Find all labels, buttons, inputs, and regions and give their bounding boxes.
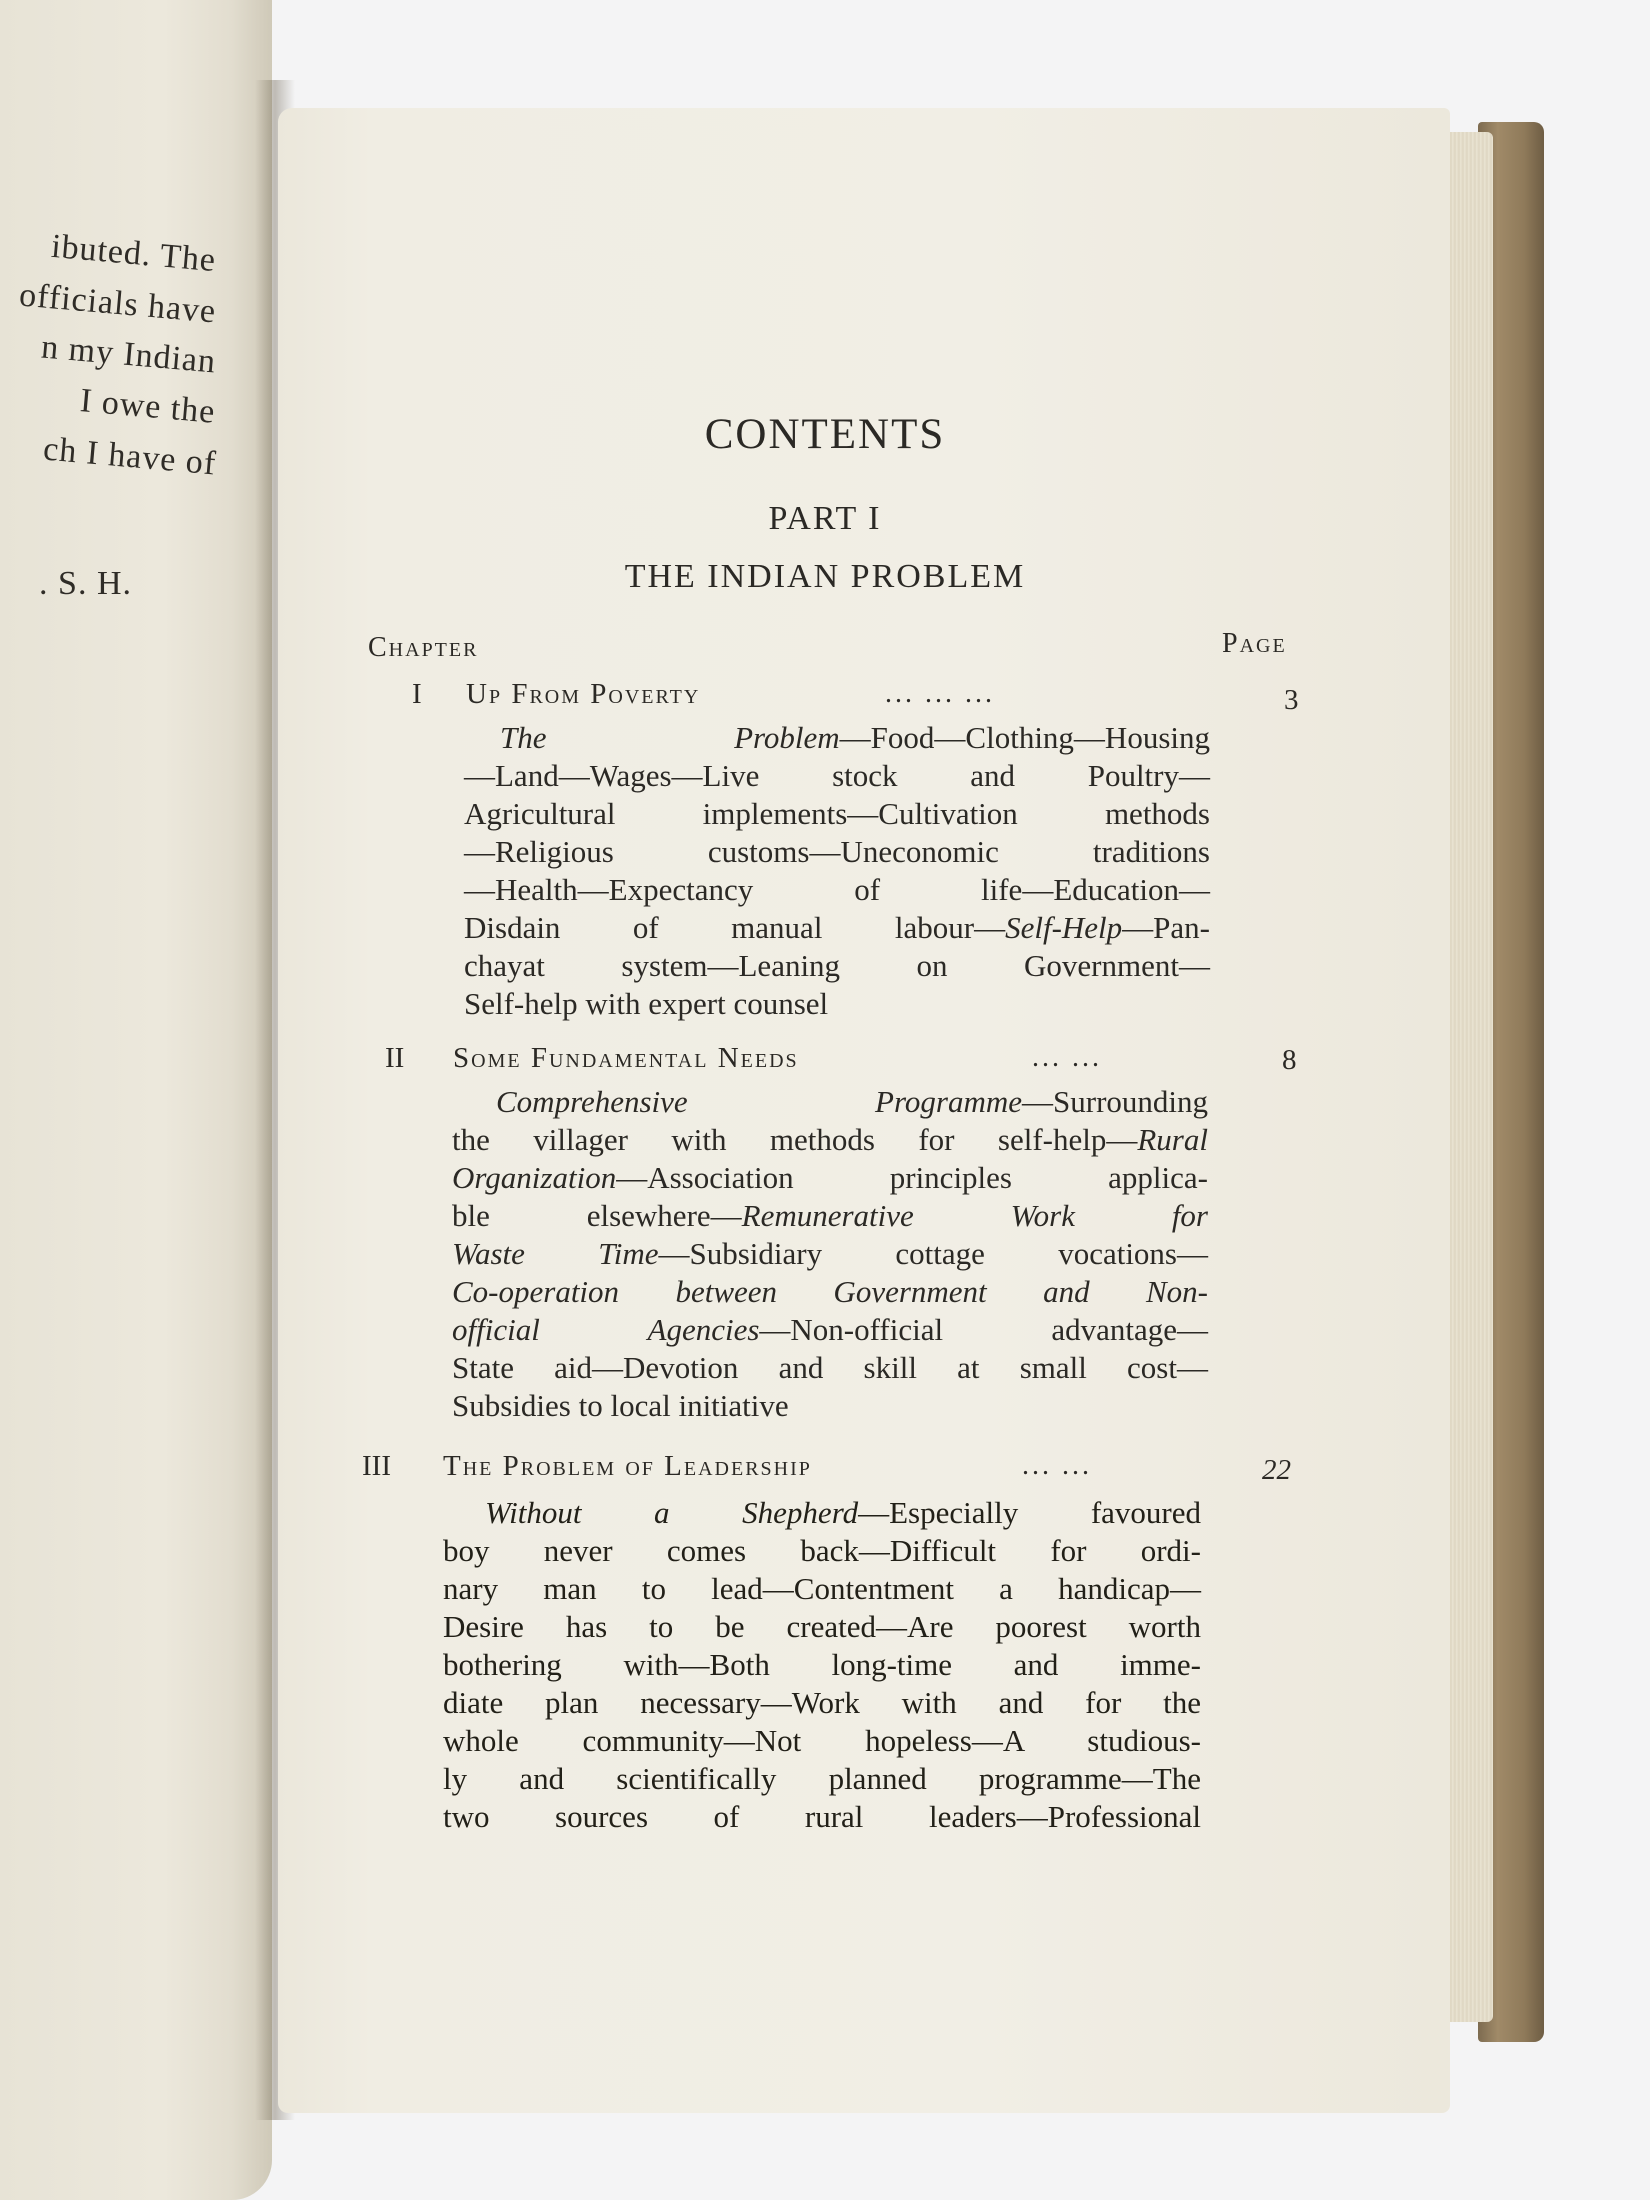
topic-heading: Comprehensive Programme bbox=[496, 1084, 1022, 1119]
chapter-number: I bbox=[412, 678, 422, 710]
topic-heading: Organization bbox=[452, 1160, 617, 1195]
topic-heading: Co-operation between Government and Non- bbox=[452, 1274, 1208, 1309]
description-line: diate plan necessary—Work with and for the bbox=[443, 1685, 1201, 1720]
left-page-line: ch I have of bbox=[41, 430, 218, 483]
left-page bbox=[0, 0, 272, 2200]
left-page-line: n my Indian bbox=[39, 328, 218, 381]
chapter-number: III bbox=[362, 1450, 391, 1482]
topic-heading: Without a Shepherd bbox=[485, 1495, 859, 1530]
chapter-description bbox=[464, 719, 1210, 1023]
description-text: ble elsewhere— bbox=[452, 1198, 742, 1233]
description-line: Subsidies to local initiative bbox=[452, 1388, 789, 1423]
description-line: —Religious customs—Uneconomic traditions bbox=[464, 834, 1210, 869]
description-line: two sources of rural leaders—Professional bbox=[443, 1799, 1201, 1834]
chapter-description bbox=[443, 1494, 1201, 1836]
page-column-header: Page bbox=[1222, 628, 1287, 659]
description-line: —Health—Expectancy of life—Education— bbox=[464, 872, 1210, 907]
description-line: Self-help with expert counsel bbox=[464, 986, 829, 1021]
leader-dots: ... ... bbox=[1032, 1042, 1102, 1073]
description-text: —Food—Clothing—Housing bbox=[839, 720, 1210, 755]
description-text: Disdain of manual labour— bbox=[464, 910, 1006, 945]
topic-heading: Self-Help bbox=[1005, 910, 1123, 945]
description-line: State aid—Devotion and skill at small cost— bbox=[452, 1350, 1208, 1385]
chapter-title: The Problem of Leadership bbox=[443, 1450, 812, 1482]
description-line: bothering with—Both long-time and imme- bbox=[443, 1647, 1201, 1682]
chapter-title: Some Fundamental Needs bbox=[453, 1042, 799, 1074]
description-text: —Pan- bbox=[1122, 910, 1210, 945]
part-title: THE INDIAN PROBLEM bbox=[624, 558, 1026, 595]
description-line: —Land—Wages—Live stock and Poultry— bbox=[464, 758, 1210, 793]
description-line: ly and scientifically planned programme—The bbox=[443, 1761, 1201, 1796]
description-text: —Non-official advantage— bbox=[759, 1312, 1208, 1347]
contents-title: CONTENTS bbox=[704, 411, 946, 458]
description-text: —Especially favoured bbox=[858, 1495, 1201, 1530]
topic-heading: Waste Time bbox=[452, 1236, 659, 1271]
leader-dots: ... ... bbox=[1022, 1450, 1092, 1481]
description-text: the villager with methods for self-help— bbox=[452, 1122, 1138, 1157]
description-text: —Surrounding bbox=[1022, 1084, 1208, 1119]
description-line: nary man to lead—Contentment a handicap— bbox=[443, 1571, 1201, 1606]
topic-heading: official Agencies bbox=[452, 1312, 760, 1347]
topic-heading: The Problem bbox=[500, 720, 840, 755]
topic-heading: Rural bbox=[1137, 1122, 1208, 1157]
chapter-column-header: Chapter bbox=[368, 632, 479, 663]
chapter-number: II bbox=[385, 1042, 405, 1074]
description-line: boy never comes back—Difficult for ordi- bbox=[443, 1533, 1201, 1568]
description-line: chayat system—Leaning on Government— bbox=[464, 948, 1210, 983]
page-number: 8 bbox=[1282, 1044, 1297, 1076]
left-page-line: officials have bbox=[17, 276, 218, 331]
part-heading: PART I bbox=[768, 500, 882, 537]
chapter-description bbox=[452, 1083, 1208, 1425]
description-line: Desire has to be created—Are poorest worth bbox=[443, 1609, 1201, 1644]
left-page-line: I owe the bbox=[79, 382, 218, 431]
page-number: 3 bbox=[1284, 684, 1299, 716]
left-page-line: ibuted. The bbox=[49, 227, 218, 280]
description-text: —Subsidiary cottage vocations— bbox=[658, 1236, 1208, 1271]
description-line: whole community—Not hopeless—A studious- bbox=[443, 1723, 1201, 1758]
leader-dots: ... ... ... bbox=[885, 678, 995, 709]
left-page-signature: . S. H. bbox=[39, 565, 132, 602]
chapter-title: Up From Poverty bbox=[466, 678, 701, 710]
topic-heading: Remunerative Work for bbox=[741, 1198, 1208, 1233]
description-line: Agricultural implements—Cultivation methods bbox=[464, 796, 1210, 831]
description-text: —Association principles applica- bbox=[616, 1160, 1208, 1195]
page-number: 22 bbox=[1262, 1454, 1291, 1486]
